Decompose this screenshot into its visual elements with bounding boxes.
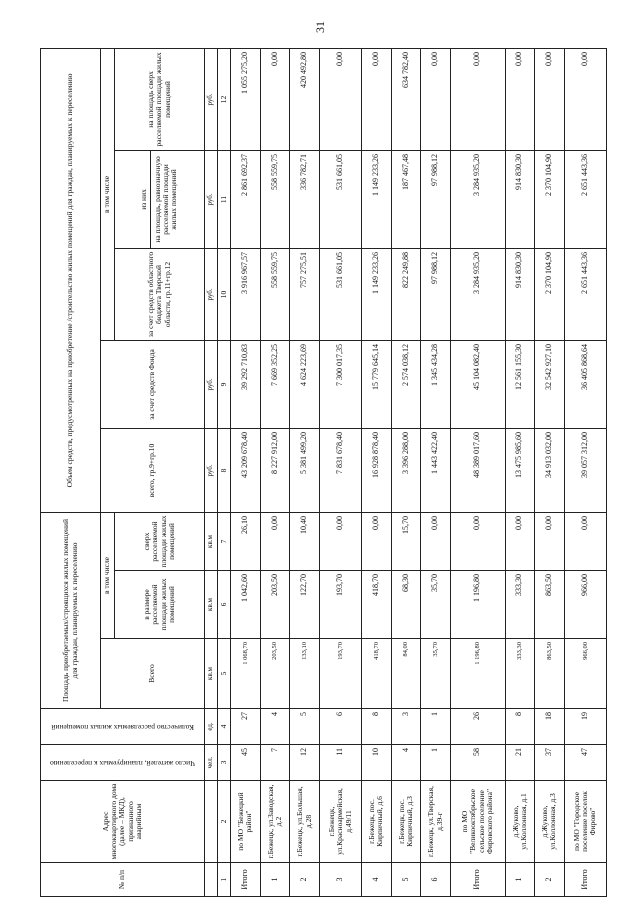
column-number: 10 <box>218 248 231 340</box>
row-funds-fund: 32 542 927,10 <box>535 340 565 428</box>
row-funds-region: 531 661,05 <box>319 248 361 340</box>
row-funds-equal: 531 661,05 <box>319 150 361 248</box>
row-area-over: 0,00 <box>535 512 565 570</box>
column-number: 2 <box>218 781 231 863</box>
resettlement-table-sheet <box>40 49 607 897</box>
row-funds-total: 13 475 985,60 <box>505 428 535 512</box>
row-address: по МО "Городское поселение поселок Фирово" <box>564 781 606 863</box>
row-address: г.Бежецк, ул.Тверская, д.39-г <box>421 781 451 863</box>
row-funds-equal: 2 370 104,90 <box>535 150 565 248</box>
row-residents: 47 <box>564 745 606 781</box>
header-funds-of-which-cell <box>115 150 205 248</box>
row-funds-over: 0,00 <box>421 48 451 150</box>
header-funds-total: всего, гр.9+гр.10 <box>101 428 205 512</box>
row-funds-equal: 2 861 692,37 <box>231 150 261 248</box>
unit-cell: руб. <box>205 428 218 512</box>
row-funds-total: 3 396 288,00 <box>391 428 421 512</box>
header-funds-region: за счет средств областного бюджета Тверской области, гр.11+гр.12 <box>115 248 205 340</box>
units-row <box>205 48 218 896</box>
row-funds-over: 1 055 275,20 <box>231 48 261 150</box>
header-area-incl: в том числе <box>101 512 115 638</box>
unit-cell: руб. <box>205 340 218 428</box>
column-number: 9 <box>218 340 231 428</box>
row-address: г.Бежецк, ул.Большая, д.28 <box>290 781 320 863</box>
header-area-group: Площадь приобретаемых/строящихся жилых помещений для граждан, планируемых к переселению <box>41 512 101 708</box>
header-area-over: сверх расселяемой площади жилых помещений <box>115 512 205 570</box>
column-number: 1 <box>218 863 231 897</box>
row-funds-over: 0,00 <box>564 48 606 150</box>
row-funds-region: 822 249,88 <box>391 248 421 340</box>
row-area-total: 133,10 <box>290 639 320 709</box>
row-area-total: 1 196,80 <box>450 639 505 709</box>
row-funds-fund: 7 669 352,25 <box>260 340 290 428</box>
row-address: г.Бежецк, пос. Кирпичный, д.6 <box>361 781 391 863</box>
unit-cell: кв.м <box>205 571 218 639</box>
header-rooms-text: Количество расселяемых жилых помещений <box>51 722 194 732</box>
row-funds-fund: 36 405 868,64 <box>564 340 606 428</box>
row-number: Итого <box>231 863 261 897</box>
table-row <box>391 48 421 896</box>
row-funds-over: 0,00 <box>319 48 361 150</box>
column-number: 3 <box>218 745 231 781</box>
row-number: 6 <box>421 863 451 897</box>
unit-cell: кв.м <box>205 512 218 570</box>
unit-cell: кв.м <box>205 639 218 709</box>
row-funds-fund: 7 300 017,35 <box>319 340 361 428</box>
row-rooms: 6 <box>319 709 361 745</box>
header-funds-of-which: из них <box>140 151 151 248</box>
table-row <box>260 48 290 896</box>
table-body <box>231 48 607 896</box>
row-funds-equal: 187 467,48 <box>391 150 421 248</box>
row-residents: 4 <box>391 745 421 781</box>
row-residents: 10 <box>361 745 391 781</box>
row-rooms: 8 <box>361 709 391 745</box>
row-funds-over: 0,00 <box>361 48 391 150</box>
row-residents: 1 <box>421 745 451 781</box>
row-number: 3 <box>319 863 361 897</box>
row-address: д.Жуково, ул.Коллонная, д.3 <box>535 781 565 863</box>
row-funds-over: 420 492,80 <box>290 48 320 150</box>
unit-cell: руб. <box>205 150 218 248</box>
row-funds-fund: 2 574 038,12 <box>391 340 421 428</box>
row-area-total: 1 068,70 <box>231 639 261 709</box>
unit-cell: чел. <box>205 745 218 781</box>
row-area-within: 35,70 <box>421 571 451 639</box>
row-rooms: 3 <box>391 709 421 745</box>
header-funds-incl: в том числе <box>101 48 115 340</box>
row-area-over: 0,00 <box>319 512 361 570</box>
row-funds-total: 1 443 422,40 <box>421 428 451 512</box>
row-funds-total: 34 913 032,00 <box>535 428 565 512</box>
header-area-within: в размере расселяемой площади жилых помещений <box>115 571 205 639</box>
row-area-over: 0,00 <box>564 512 606 570</box>
row-area-total: 84,00 <box>391 639 421 709</box>
unit-cell <box>205 781 218 863</box>
row-funds-region: 558 559,75 <box>260 248 290 340</box>
row-funds-region: 2 370 104,90 <box>535 248 565 340</box>
header-funds-group: Объем средств, предусмотренных на приобретение /строительство жилых помещений для граждан, планируемых к переселению <box>41 48 101 512</box>
row-area-total: 966,00 <box>564 639 606 709</box>
column-number: 4 <box>218 709 231 745</box>
table-row <box>564 48 606 896</box>
row-address: по МО "Бежецкий район" <box>231 781 261 863</box>
table-row <box>290 48 320 896</box>
row-address: г.Бежецк, ул.Заводская, д.2 <box>260 781 290 863</box>
row-rooms: 4 <box>260 709 290 745</box>
row-funds-equal: 558 559,75 <box>260 150 290 248</box>
row-funds-over: 0,00 <box>260 48 290 150</box>
row-number: 1 <box>505 863 535 897</box>
row-funds-total: 43 209 678,40 <box>231 428 261 512</box>
row-funds-fund: 12 561 155,30 <box>505 340 535 428</box>
row-funds-equal: 2 651 443,36 <box>564 150 606 248</box>
row-area-within: 193,70 <box>319 571 361 639</box>
row-area-total: 203,50 <box>260 639 290 709</box>
row-funds-total: 48 389 017,60 <box>450 428 505 512</box>
row-rooms: 26 <box>450 709 505 745</box>
row-area-over: 0,00 <box>421 512 451 570</box>
row-address: г.Бежецк, пос. Кирпичный, д.3 <box>391 781 421 863</box>
header-area-total: Всего <box>101 639 205 709</box>
table-row <box>505 48 535 896</box>
row-funds-over: 0,00 <box>505 48 535 150</box>
table-row <box>319 48 361 896</box>
row-area-over: 10,40 <box>290 512 320 570</box>
row-area-within: 203,50 <box>260 571 290 639</box>
row-number: Итого <box>564 863 606 897</box>
row-area-total: 333,30 <box>505 639 535 709</box>
header-address: Адрес многоквартирного дома (далее – МКД), признанного аварийным <box>41 781 205 863</box>
table-row <box>450 48 505 896</box>
row-rooms: 19 <box>564 709 606 745</box>
row-address: г.Бежецк, ул.Красноармейская, д.49/11 <box>319 781 361 863</box>
header-funds-over: на площадь сверх расселяемой площади жилых помещений <box>115 48 205 150</box>
row-funds-equal: 914 830,30 <box>505 150 535 248</box>
row-number: Итого <box>450 863 505 897</box>
row-area-over: 15,70 <box>391 512 421 570</box>
row-funds-region: 2 651 443,36 <box>564 248 606 340</box>
row-funds-region: 757 275,51 <box>290 248 320 340</box>
row-residents: 58 <box>450 745 505 781</box>
row-residents: 11 <box>319 745 361 781</box>
row-funds-region: 1 149 233,26 <box>361 248 391 340</box>
column-number: 11 <box>218 150 231 248</box>
row-funds-region: 3 284 935,20 <box>450 248 505 340</box>
table-row <box>535 48 565 896</box>
column-number: 8 <box>218 428 231 512</box>
row-area-within: 863,50 <box>535 571 565 639</box>
row-rooms: 18 <box>535 709 565 745</box>
row-funds-total: 7 831 678,40 <box>319 428 361 512</box>
header-funds-fund: за счет средств Фонда <box>101 340 205 428</box>
header-no: № п/п <box>41 863 205 897</box>
table-row <box>361 48 391 896</box>
row-area-within: 68,30 <box>391 571 421 639</box>
row-funds-total: 16 928 878,40 <box>361 428 391 512</box>
row-residents: 37 <box>535 745 565 781</box>
row-residents: 12 <box>290 745 320 781</box>
row-area-within: 122,70 <box>290 571 320 639</box>
row-funds-fund: 4 624 223,69 <box>290 340 320 428</box>
row-area-within: 1 196,80 <box>450 571 505 639</box>
column-number: 5 <box>218 639 231 709</box>
unit-cell: ед. <box>205 709 218 745</box>
row-area-total: 418,70 <box>361 639 391 709</box>
row-funds-total: 39 057 312,00 <box>564 428 606 512</box>
row-area-over: 0,00 <box>505 512 535 570</box>
row-funds-fund: 1 345 434,28 <box>421 340 451 428</box>
row-area-total: 35,70 <box>421 639 451 709</box>
row-number: 2 <box>535 863 565 897</box>
row-funds-equal: 97 988,12 <box>421 150 451 248</box>
row-area-over: 26,10 <box>231 512 261 570</box>
row-funds-equal: 3 284 935,20 <box>450 150 505 248</box>
row-funds-over: 0,00 <box>450 48 505 150</box>
unit-cell: руб. <box>205 248 218 340</box>
row-funds-fund: 15 779 645,14 <box>361 340 391 428</box>
row-rooms: 27 <box>231 709 261 745</box>
header-residents-text: Число жителей, планируемых к переселению <box>50 758 195 768</box>
column-number: 12 <box>218 48 231 150</box>
row-number: 5 <box>391 863 421 897</box>
row-rooms: 1 <box>421 709 451 745</box>
column-number: 6 <box>218 571 231 639</box>
row-number: 4 <box>361 863 391 897</box>
row-residents: 21 <box>505 745 535 781</box>
row-funds-region: 97 988,12 <box>421 248 451 340</box>
unit-cell <box>205 863 218 897</box>
row-area-within: 1 042,60 <box>231 571 261 639</box>
row-number: 1 <box>260 863 290 897</box>
row-funds-total: 8 227 912,00 <box>260 428 290 512</box>
column-number: 7 <box>218 512 231 570</box>
unit-cell: руб. <box>205 48 218 150</box>
resettlement-table <box>40 48 607 897</box>
row-area-total: 863,50 <box>535 639 565 709</box>
row-area-over: 0,00 <box>361 512 391 570</box>
row-funds-region: 3 916 967,57 <box>231 248 261 340</box>
row-area-over: 0,00 <box>450 512 505 570</box>
row-funds-over: 0,00 <box>535 48 565 150</box>
table-row <box>421 48 451 896</box>
row-funds-over: 634 782,40 <box>391 48 421 150</box>
row-area-within: 418,70 <box>361 571 391 639</box>
row-area-within: 966,00 <box>564 571 606 639</box>
row-funds-fund: 45 104 082,40 <box>450 340 505 428</box>
row-residents: 45 <box>231 745 261 781</box>
row-address: по МО "Великооктябрьское сельское поселение Фировского района" <box>450 781 505 863</box>
row-rooms: 8 <box>505 709 535 745</box>
table-row <box>231 48 261 896</box>
row-address: д.Жуково, ул.Коллонная, д.1 <box>505 781 535 863</box>
column-number-row <box>218 48 231 896</box>
header-funds-equal: на площадь, равнозначную расселяемой площади жилых помещений <box>152 156 179 243</box>
page-number: 31 <box>313 21 327 33</box>
row-area-over: 0,00 <box>260 512 290 570</box>
row-area-total: 193,70 <box>319 639 361 709</box>
header-rooms <box>41 709 205 745</box>
row-funds-fund: 39 292 710,83 <box>231 340 261 428</box>
row-funds-equal: 336 782,71 <box>290 150 320 248</box>
row-funds-total: 5 381 499,20 <box>290 428 320 512</box>
row-area-within: 333,30 <box>505 571 535 639</box>
row-residents: 7 <box>260 745 290 781</box>
row-rooms: 5 <box>290 709 320 745</box>
row-funds-equal: 1 149 233,26 <box>361 150 391 248</box>
header-residents <box>41 745 205 781</box>
row-number: 2 <box>290 863 320 897</box>
row-funds-region: 914 830,30 <box>505 248 535 340</box>
